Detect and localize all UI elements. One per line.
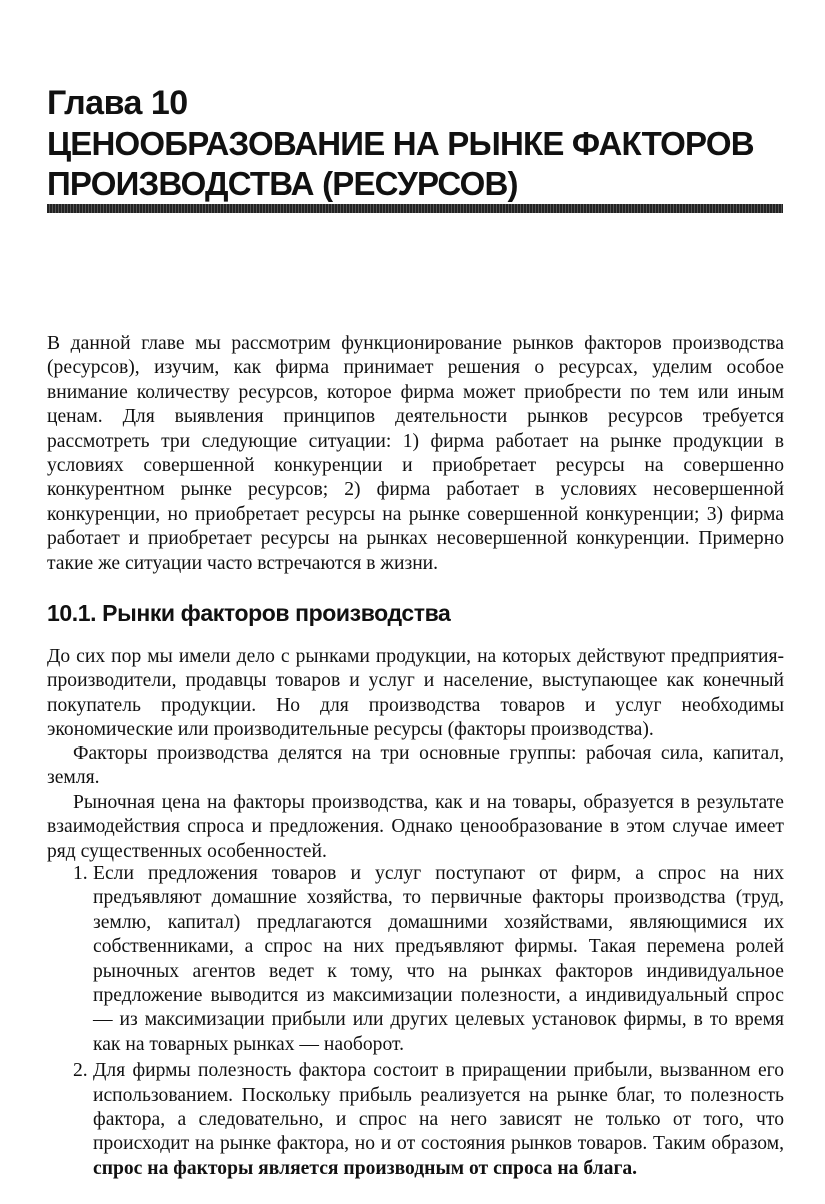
chapter-title: ЦЕНООБРАЗОВАНИЕ НА РЫНКЕ ФАКТОРОВ ПРОИЗВОДСТВА (РЕСУРСОВ) bbox=[47, 125, 754, 202]
section-heading: 10.1. Рынки факторов производства bbox=[47, 600, 451, 626]
section-paragraph-2: Факторы производства делятся на три основные группы: рабочая сила, капитал, земля. bbox=[47, 743, 784, 789]
list-item-1 bbox=[47, 862, 784, 1057]
list-item-2-text: Для фирмы полезность фактора состоит в приращении прибыли, вызванном его использованием. Поскольку прибыль реализуется на рынке благ, то полезность фактора, а следовательно, и спрос на него зависят не только от того, что происходит на рынке фактора, но и от состояния рынков товаров. Таким образом, bbox=[93, 1060, 784, 1155]
intro-paragraph: В данной главе мы рассмотрим функционирование рынков факторов производства (ресурсов), изучим, как фирма принимает решения о ресурсах, уделим особое внимание количеству ресурсов, которое фирма может приобрести по тем или иным ценам. Для выявления принципов деятельности рынков ресурсов требуется рассмотреть три следующие ситуации: 1) фирма работает на рынке продукции в условиях совершенной конкуренции и приобретает ресурсы на совершенно конкурентном рынке ресурсов; 2) фирма работает в условиях несовершенной конкуренции, но приобретает ресурсы на рынке совершенной конкуренции; 3) фирма работает и приобретает ресурсы на рынках несовершенной конкуренции. Примерно такие же ситуации часто встречаются в жизни. bbox=[47, 333, 784, 574]
list-number-2: 2. bbox=[73, 1060, 88, 1082]
list-item-1-text: Если предложения товаров и услуг поступают от фирм, а спрос на них предъявляют домашние хозяйства, то первичные факторы производства (труд, землю, капитал) предлагаются домашними хозяйствами, являющимися их собственниками, а спрос на них предъявляют фирмы. Такая перемена ролей рыночных агентов ведет к тому, что на рынках факторов индивидуальное предложение выводится из максимизации полезности, а индивидуальный спрос — из максимизации прибыли или других целевых установок фирмы, в то время как на товарных рынках — наоборот. bbox=[93, 863, 784, 1055]
list-item-2 bbox=[47, 1059, 784, 1181]
title-rule bbox=[47, 204, 783, 213]
chapter-label: Глава 10 bbox=[47, 84, 188, 122]
list-number-1: 1. bbox=[73, 863, 88, 884]
list-item-2-emphasis: спрос на факторы является производным от спроса на блага. bbox=[93, 1157, 638, 1179]
section-paragraph-3: Рыночная цена на факторы производства, как и на товары, образуется в результате взаимодействия спроса и предложения. Однако ценообразование в этом случае имеет ряд существенных особенностей. bbox=[47, 792, 784, 862]
section-paragraph-1: До сих пор мы имели дело с рынками продукции, на которых действуют предприятия-производители, продавцы товаров и услуг и население, выступающее как конечный покупатель продукции. Но для производства товаров и услуг необходимы экономические или производительные ресурсы (факторы производства). bbox=[47, 646, 784, 741]
numbered-list bbox=[47, 862, 784, 1183]
